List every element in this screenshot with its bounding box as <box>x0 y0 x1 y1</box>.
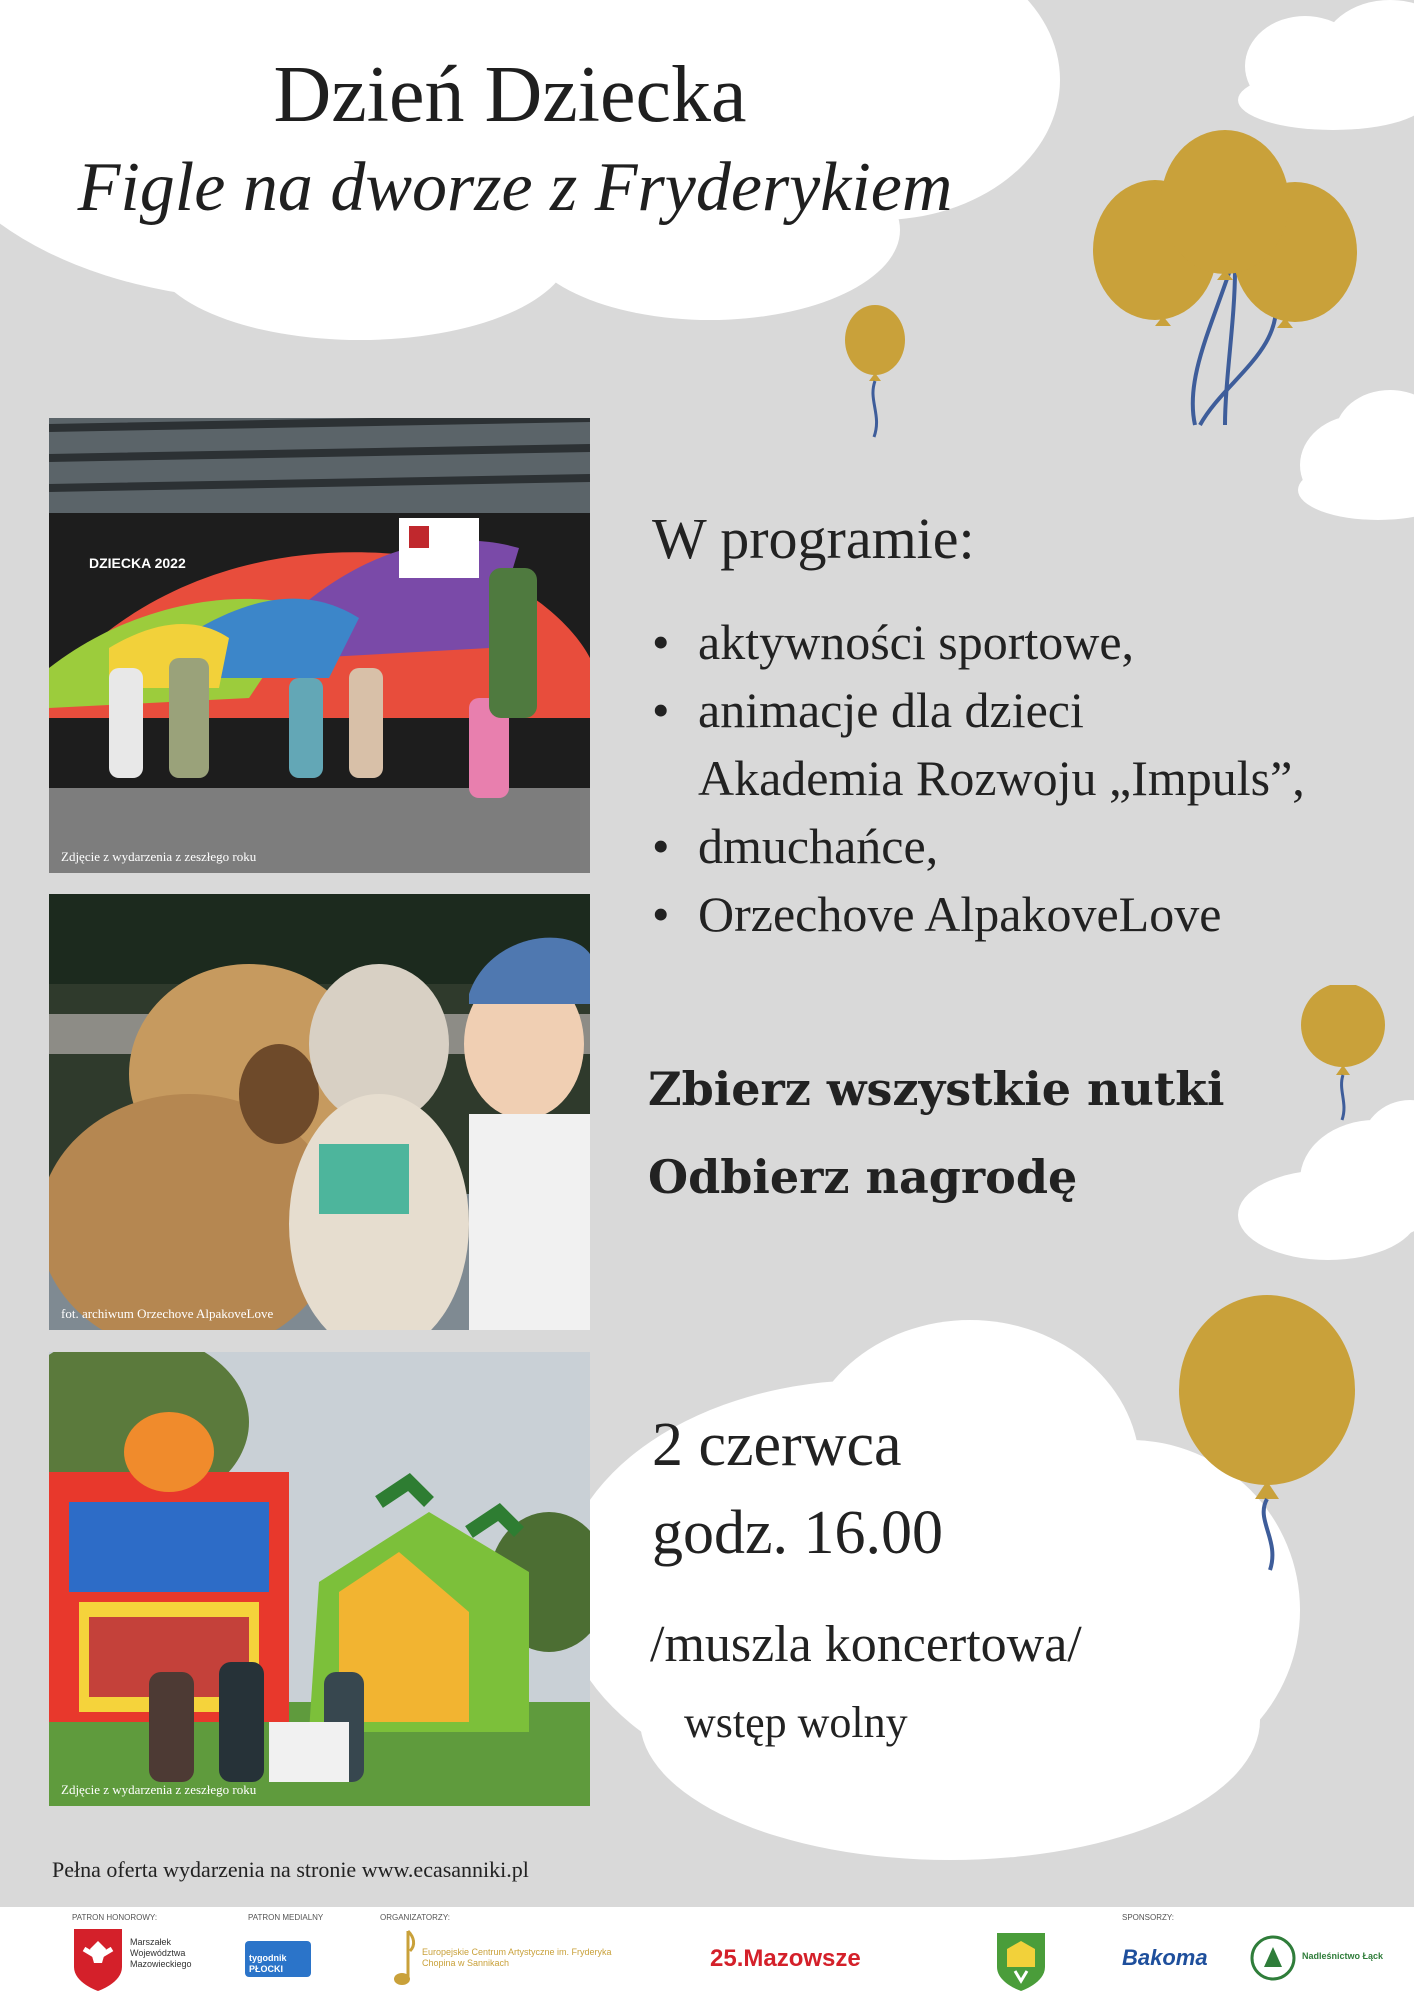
mazovia-coat-of-arms-icon <box>72 1927 124 1993</box>
forestry-logo-icon <box>1250 1935 1296 1981</box>
balloon-right-icon <box>1300 985 1390 1125</box>
organizers-label: ORGANIZATORZY: <box>380 1913 450 1922</box>
photo-inflatables <box>49 1352 590 1806</box>
event-time: godz. 16.00 <box>652 1499 944 1567</box>
event-title: Dzień Dziecka <box>273 51 747 139</box>
forestry-logo-text: Nadleśnictwo Łąck <box>1302 1951 1384 1961</box>
program-heading: W programie: <box>652 506 975 571</box>
highlight-prize: Odbierz nagrodę <box>648 1150 1078 1204</box>
balloon-cluster-icon <box>1085 130 1375 430</box>
photo-stage <box>49 418 590 873</box>
tygodnik-plocki-logo: tygodnik PŁOCKI <box>245 1941 311 1977</box>
offer-link-text: Pełna oferta wydarzenia na stronie www.ecasanniki.pl <box>52 1857 529 1882</box>
music-note-icon <box>392 1927 418 1993</box>
balloon-small-icon <box>840 305 910 440</box>
photo-caption: Zdjęcie z wydarzenia z zeszłego roku <box>61 849 257 864</box>
sponsors-label: SPONSORZY: <box>1122 1913 1175 1922</box>
media-label: PATRON MEDIALNY <box>248 1913 324 1922</box>
stage-banner: DZIECKA 2022 <box>89 555 186 571</box>
program-list <box>652 608 1305 948</box>
photo-alpacas <box>49 894 590 1330</box>
list-item: • aktywności sportowe, <box>652 608 1305 676</box>
patron-label: PATRON HONOROWY: <box>72 1913 158 1922</box>
event-subtitle: Figle na dworze z Fryderykiem <box>77 149 953 226</box>
photo-caption: Zdjęcie z wydarzenia z zeszłego roku <box>61 1782 257 1797</box>
sponsor-footer <box>0 1907 1414 2000</box>
event-venue: /muszla koncertowa/ <box>650 1616 1082 1673</box>
bullet-icon: • <box>652 886 670 942</box>
bullet-icon: • <box>652 818 670 874</box>
photo-caption: fot. archiwum Orzechove AlpakoveLove <box>61 1306 274 1321</box>
event-date: 2 czerwca <box>652 1411 902 1479</box>
highlight-collect: Zbierz wszystkie nutki <box>648 1062 1225 1116</box>
bakoma-logo: Bakoma <box>1122 1945 1208 1970</box>
mazowsze-logo: 25.Mazowsze <box>710 1945 861 1972</box>
event-entry: wstęp wolny <box>684 1698 908 1747</box>
eca-logo-text: Europejskie Centrum Artystyczne im. Fryderyka Chopina w Sannikach <box>422 1947 612 1968</box>
list-item: • Orzechove AlpakoveLove <box>652 880 1305 948</box>
list-item: • animacje dla dzieci <box>652 676 1305 744</box>
list-item-continuation: Akademia Rozwoju „Impuls”, <box>698 750 1305 806</box>
marshal-logo-text: Marszałek Województwa Mazowieckiego <box>130 1937 192 1969</box>
balloon-large-icon <box>1175 1295 1360 1575</box>
bullet-icon: • <box>652 682 670 738</box>
list-item: • dmuchańce, <box>652 812 1305 880</box>
gmina-coat-of-arms-icon <box>995 1931 1047 1993</box>
bullet-icon: • <box>652 614 670 670</box>
